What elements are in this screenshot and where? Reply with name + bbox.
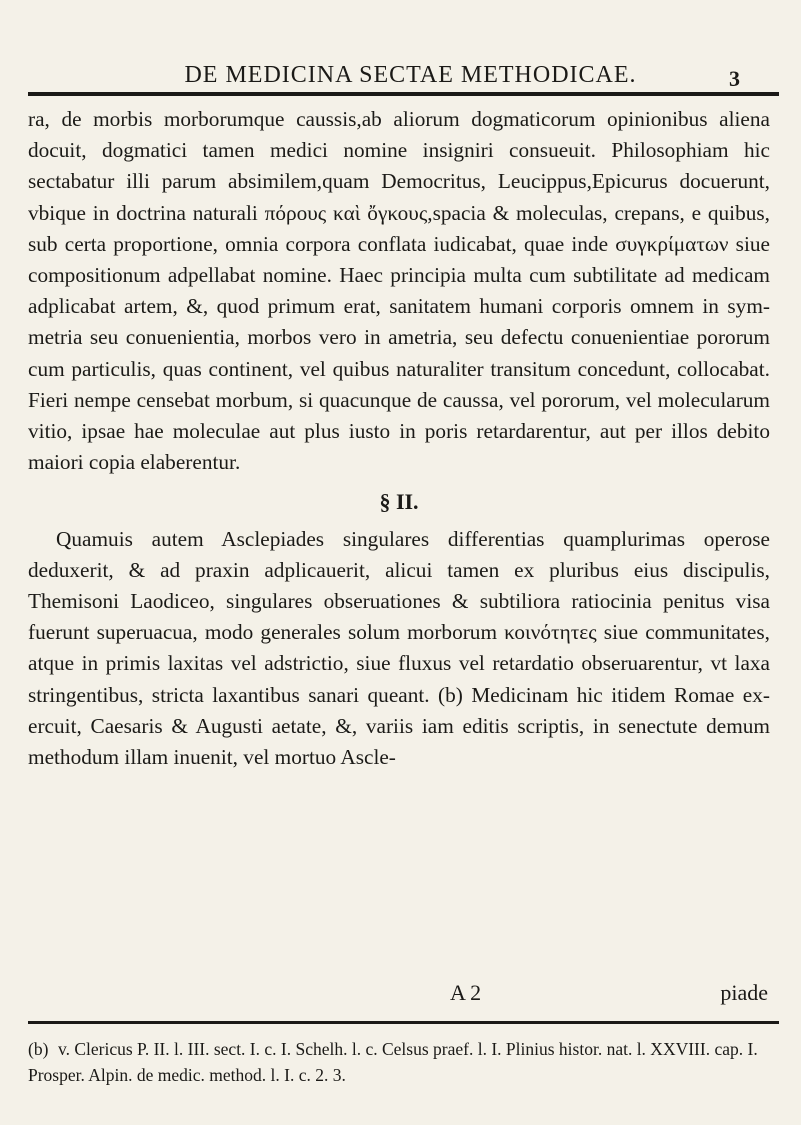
- section-heading: § II.: [379, 489, 419, 515]
- running-head: [60, 62, 761, 89]
- paragraph-1: ra, de morbis morborumque caussis,ab aliorum dogmaticorum opinionibus aliena docuit, dogmatici tamen medici nomine insigniri consueuit. Philosophiam hic sectabatur illi parum absimilem,quam Democritus, Leucippus,Epicurus docuerunt, vbique in doctrina naturali πόρους καὶ ὄγκους,spacia & moleculas, crepans, e quibus, sub certa proportione, omnia corpora conflata iudicabat, quae inde συγκρίματων siue compositionum adpellabat nomine. Haec principia multa cum subtilitate ad medicam adplicabat artem, &, quod primum erat, sanitatem humani corporis omnem in symmetria seu conuenientia, morbos vero in ametria, seu defectu conuenientiae pororum cum particulis, quas continent, vel quibus naturaliter transitum concedunt, collocabat. Fieri nempe censebat morbum, si quacunque de caussa, vel pororum, vel molecularum vitio, ipsae hae moleculae aut plus iusto in poris retardarentur, aut per illos debito maiori copia elaberentur.: [28, 107, 770, 475]
- footnote-marker: (b): [28, 1039, 49, 1059]
- footnote-rule: [28, 1021, 779, 1024]
- catchline: [28, 980, 770, 1008]
- paragraph-2: Quamuis autem Asclepiades singulares differentias quamplurimas operose deduxerit, & ad praxin adplicauerit, alicui tamen ex pluribus eius discipulis, Themisoni Laodiceo, singulares obseruationes & subtiliora ratiocinia penitus visa fuerunt superuacua, modo generales solum morborum κοινότητες siue communitates, atque in primis laxitas vel adstrictio, siue fluxus vel retardatio obseruarentur, vt laxa stringentibus, stricta laxantibus sanari queant. (b) Medicinam hic itidem Romae exercuit, Caesaris & Augusti aetate, &, variis iam editis scriptis, in senectute demum methodum illam inuenit, vel mortuo Ascle-: [28, 526, 770, 770]
- footnote: [28, 1036, 770, 1088]
- header-rule: [28, 92, 779, 96]
- signature-mark: A 2: [450, 980, 482, 1005]
- catchword: piade: [720, 980, 768, 1005]
- page-title: DE MEDICINA SECTAE METHODICAE.: [184, 62, 637, 88]
- footnote-text: v. Clericus P. II. l. III. sect. I. c. I. Schelh. l. c. Celsus praef. l. I. Plinius histor. nat. l. XXVIII. cap. I. Prosper. Alpin. de medic. method. l. I. c. 2. 3.: [28, 1039, 758, 1085]
- main-text: [28, 104, 770, 773]
- page-number: 3: [729, 66, 741, 91]
